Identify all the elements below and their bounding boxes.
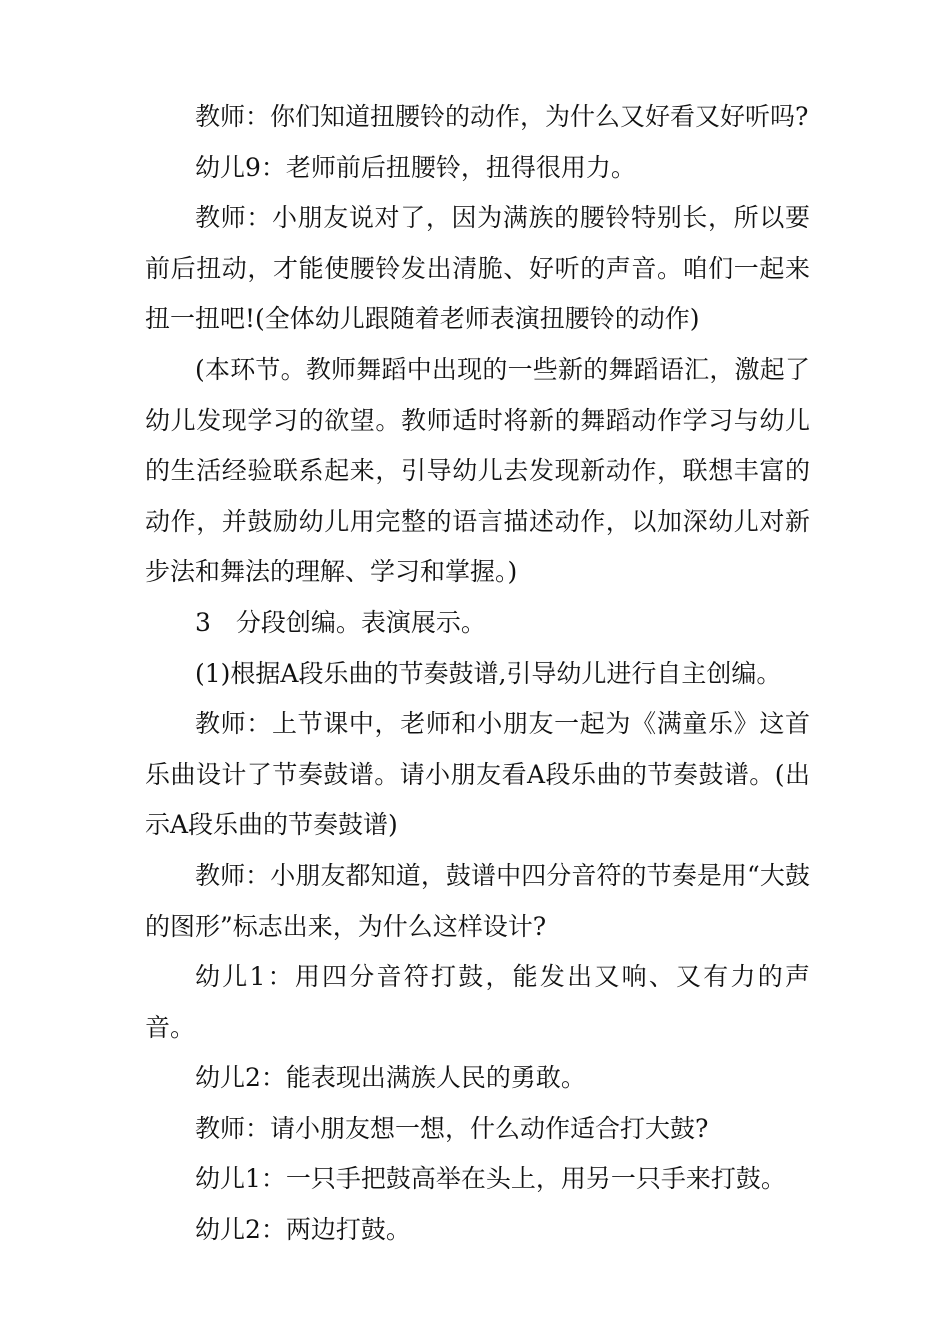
paragraph: 幼儿2：能表现出满族人民的勇敢。 — [195, 1063, 586, 1093]
paragraph: 教师：小朋友都知道，鼓谱中四分音符的节奏是用“大鼓的图形”标志出来，为什么这样设计? — [145, 860, 810, 941]
paragraph: (本环节。教师舞蹈中出现的一些新的舞蹈语汇，激起了幼儿发现学习的欲望。教师适时将新的舞蹈动作学习与幼儿的生活经验联系起来，引导幼儿去发现新动作，联想丰富的动作，并鼓励幼儿用完整的语言描述动作，以加深幼儿对新步法和舞法的理解、学习和掌握。) — [145, 354, 810, 587]
paragraph: 教师：请小朋友想一想，什么动作适合打大鼓? — [195, 1113, 709, 1143]
paragraph: (1)根据A段乐曲的节奏鼓谱,引导幼儿进行自主创编。 — [195, 658, 782, 688]
document-page — [145, 92, 810, 1256]
paragraph: 幼儿1：用四分音符打鼓，能发出又响、又有力的声音。 — [145, 962, 810, 1042]
section-heading: 3 分段创编。表演展示。 — [195, 607, 486, 637]
paragraph: 幼儿2：两边打鼓。 — [195, 1215, 411, 1245]
paragraph: 教师：上节课中，老师和小朋友一起为《满童乐》这首乐曲设计了节奏鼓谱。请小朋友看A段乐曲的节奏鼓谱。(出示A段乐曲的节奏鼓谱) — [145, 709, 810, 840]
paragraph: 幼儿1：一只手把鼓高举在头上，用另一只手来打鼓。 — [195, 1164, 786, 1194]
paragraph: 教师：你们知道扭腰铃的动作，为什么又好看又好听吗? — [195, 102, 809, 131]
paragraph: 幼儿9：老师前后扭腰铃，扭得很用力。 — [195, 152, 636, 182]
paragraph: 教师：小朋友说对了，因为满族的腰铃特别长，所以要前后扭动，才能使腰铃发出清脆、好听的声音。咱们一起来扭一扭吧!(全体幼儿跟随着老师表演扭腰铃的动作) — [145, 203, 810, 334]
